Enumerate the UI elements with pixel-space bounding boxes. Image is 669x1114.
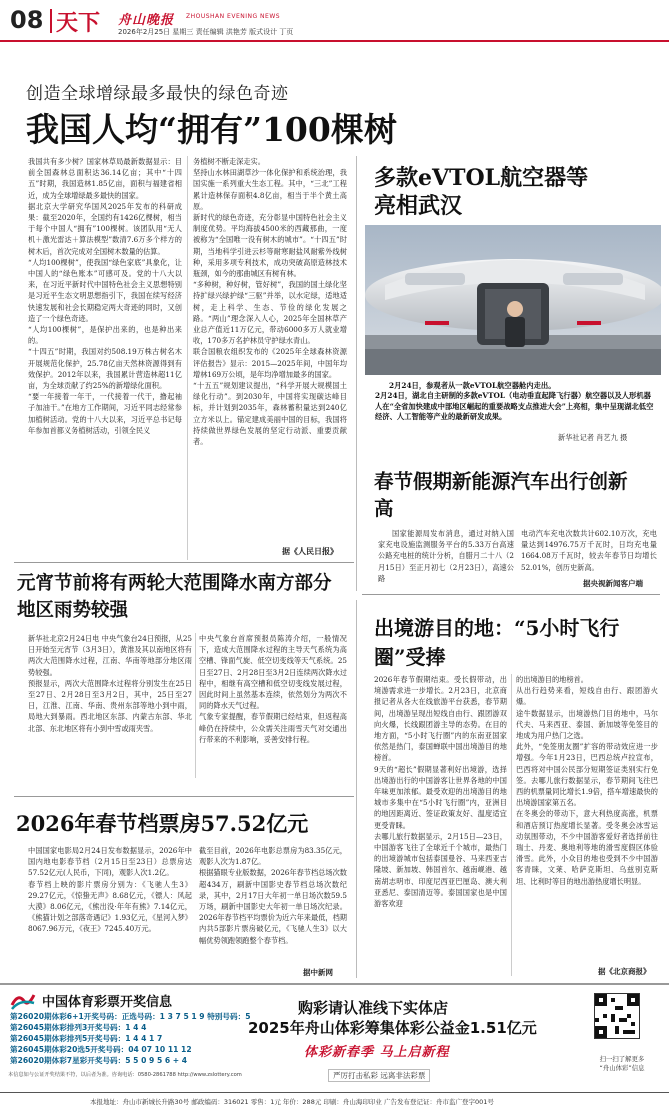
lottery-slogan: 体彩新春季 马上启新程 <box>304 1045 450 1060</box>
evtol-photo <box>365 225 661 375</box>
lottery-logo-icon <box>10 991 36 1011</box>
paper-logo: 舟山晚报 <box>118 13 175 28</box>
evtol-headline: 多款eVTOL航空器等亮相武汉 <box>374 165 589 219</box>
qr-code-icon <box>595 994 639 1038</box>
lottery-title: 中国体育彩票开奖信息 <box>42 995 173 1010</box>
lead-kicker: 创造全球增绿最多最快的绿色奇迹 <box>26 84 289 104</box>
lottery-line: 第26020期体彩7星彩开奖号码：5 5 0 9 5 6 + 4 <box>10 1056 188 1065</box>
qr-caption: 扫一扫了解更多 “舟山体彩”信息 <box>599 1055 645 1072</box>
lead-headline: 我国人均“拥有”100棵树 <box>26 110 397 149</box>
section-rule-3 <box>14 796 354 797</box>
box-headline: 2026年春节档票房57.52亿元 <box>16 811 309 836</box>
nev-source: 据央视新闻客户端 <box>583 579 643 588</box>
lottery-line: 第26045期体彩排列3开奖号码：1 4 4 <box>10 1023 147 1032</box>
aircraft-photo-illustration <box>365 225 661 375</box>
travel-column-2: 的出境游目的地榜首。 从出行趋势来看，短线自由行、跟团游火爆。 途牛数据显示，出境游热门目的地中，马尔代夫、马来西亚、泰国、新加坡等免签目的地成为用户热门之选。 此外，“免签朋友圈”扩容的带动效应进一步增强。今年1月23日，巴西总统卢拉宣布，巴西将对中国公民部分短期签证类别实行免签。去哪儿旅行数据显示，春节期间飞往巴西的机票量同比增长1.9倍，搭车增速最快的出境游国家第五名。 在冬奥会的带动下，意大利热度高涨，机票和酒店预订热度增长显著。受冬奥会冰雪运动氛围带动，不少中国游客爱好者选择前往瑞士、丹麦、奥地利等地的滑雪度假区体验滑雪。此外，小众目的地也受到不少中国游客青睐，文莱、哈萨克斯坦、乌兹别克斯坦、比利时等目的地出游热度增长明显。 <box>516 675 658 886</box>
page-column-divider <box>356 156 357 591</box>
section-rule-1 <box>14 562 354 563</box>
footer-info: 本报地址：舟山市新城长升路30号 邮政编码：316021 零售：1元 年价：288元 印刷：舟山海印印业 广告发布登记证：舟市监广登字001号 <box>90 1098 494 1106</box>
lead-column-divider <box>187 156 188 560</box>
box-source: 据中新网 <box>303 968 333 977</box>
lead-column-1: 我国共有多少树？国家林草局最新数据显示：目前全国森林总面积达36.14亿亩；其中“十四五”时期，我国造林1.85亿亩，面积与福建省相近，成为全球增绿最多最快的国家。 据北京大学研究华国风2025年发布的科研成果：截至2020年，全国约有1426亿棵树，相当于每个中国人“拥有”100棵树。该团队用“无人机＋激光雷达＋算法模型”数清7.6万多个样方的树木后，首次完成对全国树木数量的估算。 “人均100棵树”，使我国“绿色家底”具象化，让中国人的“绿色账本”可感可及。党的十八大以来，在习近平新时代中国特色社会主义思想特别是习近平生态文明思想指引下，我国在续写经济快速发展和社会长期稳定两大奇迹的同时，又创造了一个绿色奇迹。 “人均100棵树”，是保护出来的，也是种出来的。 “十四五”时期，我国对约508.19万株古树名木开展规范化保护，25.78亿亩天然林资源得到有效保护。2012年以来，我国累计营造林超11亿亩，为全球贡献了约25%的新增绿化面积。 “要一年接着一年干，一代接着一代干，撸起袖子加油干。”在地方工作期间，习近平同志经常参加植树活动。党的十八大以来，习近平总书记每年参加首都义务植树活动，引领全民义 <box>28 157 182 435</box>
evtol-credit: 新华社记者 肖艺九 摄 <box>558 433 628 442</box>
lottery-ad-line-2: 2025年舟山体彩筹集体彩公益金1.51亿元 <box>248 1019 537 1037</box>
box-column-1: 中国国家电影局2月24日发布数据显示，2026年中国内地电影春节档（2月15日至23日）总票房达57.52亿元(人民币，下同)，观影人次1.2亿。 春节档上映的影片票房分别为：《飞驰人生3》29.27亿元，《惊蛰无声》8.68亿元，《镖人：风起大漠》8.06亿元，《熊出没·年年有熊》7.14亿元，《熊猫计划之部落奇遇记》1.93亿元，《星河入梦》8067.96万元，《夜王》7245.40万元。 <box>28 846 192 934</box>
nev-headline: 春节假期新能源汽车出行创新高 <box>374 470 628 520</box>
travel-headline: 出境游目的地：“5小时飞行圈”受捧 <box>374 616 620 669</box>
masthead <box>0 0 669 42</box>
travel-source: 据《北京商报》 <box>598 967 651 976</box>
evtol-caption: 2月24日，参观者从一款eVTOL航空器舱内走出。 2月24日，湖北自主研制的多款eVTOL（电动垂直起降飞行器）航空器以及人形机器人在“全省加快建成中部地区崛起的重要战略支点推进大会”上亮相，集中呈现湖北低空经济、人工智能等产业的最新研发成果。 <box>375 381 654 422</box>
lottery-footnote: 本信息如与公证开奖结果不符，以后者为准。咨询电话：0580-2861788 http://www.zslottery.com <box>8 1072 242 1078</box>
page-column-divider-lower <box>356 600 357 978</box>
section-title: 天下 <box>56 10 101 36</box>
page-number: 08 <box>10 6 44 34</box>
rain-column-2: 中央气象台首席预报员陈涛介绍，一般情况下，造成大范围降水过程的主导天气系统为高空槽、锋面气旋、低空切变线等天气系统。25日至27日、2月28日至3月2日连续两次降水过程中，相继有高空槽和低空切变线发展过程，因此时间上虽然基本连续，依然划分为两次不同的降水天气过程。 气象专家提醒，春节假期已经结束，但返程高峰仍在持续中，公众需关注雨雪天气对交通出行带来的不利影响，妥善安排行程。 <box>199 634 347 744</box>
paper-english: ZHOUSHAN EVENING NEWS <box>186 13 281 20</box>
lottery-ad-line-1: 购彩请认准线下实体店 <box>298 999 449 1017</box>
rain-headline: 元宵节前将有两轮大范围降水南方部分地区雨势较强 <box>17 573 332 621</box>
footer-rule <box>0 1092 669 1093</box>
qr-code[interactable] <box>594 993 640 1039</box>
nev-column-2: 电动汽车充电次数共计602.10万次，充电量达到14976.75万千瓦时，日均充电量1664.08万千瓦时，较去年春节日均增长52.01%，创历史新高。 <box>521 529 657 572</box>
lottery-line: 第26045期体彩20选5开奖号码：04 07 10 11 12 <box>10 1045 192 1054</box>
rain-column-1: 新华社北京2月24日电 中央气象台24日预报，从25日开始至元宵节（3月3日），黄淮及其以南地区将有两次大范围降水过程，江南、华南等地部分地区雨势较强。 预报显示，两次大范围降水过程将分别发生在25日至27日、2月28日至3月2日，其中，25日至27日，江淮、江南、华南、贵州东部等地小到中雨，局地大到暴雨。西北地区东部、内蒙古东部、华北北部、东北地区将有小到中雪或雨夹雪。 <box>28 634 192 733</box>
section-rule-2 <box>362 594 660 595</box>
lottery-warning: 严厉打击私彩 远离非法彩票 <box>328 1069 430 1082</box>
box-column-2: 截至目前，2026年电影总票房为83.35亿元，观影人次为1.87亿。 根据猫眼专业版数据，2026年春节档总场次数超434万，刷新中国影史春节档总场次数纪录，其中，2月17日大年初一单日场次数59.5万场，刷新中国影史大年初一单日场次纪录。2026年春节档平均票价为近六年来最低，档期内共5部影片票房破亿元，《飞驰人生3》以大幅优势领跑领跑整个春节档。 <box>199 846 347 945</box>
travel-column-1: 2026年春节假期结束。受长假带动，出境游需求进一步增长。2月23日，北京商报记者从各大在线旅游平台获悉，春节期间，出境游呈现出短线自由行、跟团游双向火爆，长线跟团游主导的态势。在目的地方面，“5小时飞行圈”内的东南亚国家依然是热门，泰国蝉联中国出境游目的地榜首。 9天的“超长”假期显著利好出境游，选择出境游出行的中国游客让世界各地的中国年味更加浓郁。最受欢迎的出境游目的地城市多集中在“5小时飞行圈”内，亚洲目的地因距离近、签证政策友好、温度适宜更受青睐。 去哪儿旅行数据显示，2月15日—23日，中国游客飞往了全球近千个城市，最热门的出境游城市包括泰国曼谷、马来西亚吉隆坡、新加坡、韩国首尔、越南岘港、越南胡志明市、印度尼西亚巴厘岛、澳大利亚悉尼、泰国清迈等。泰国国家也是中国游客欢迎 <box>374 675 507 909</box>
lottery-line: 第26045期体彩排列5开奖号码：1 4 4 1 7 <box>10 1034 163 1043</box>
lottery-line: 第26020期体彩6+1开奖号码：正选号码：1 3 7 5 1 9 特别号码：5 <box>10 1012 251 1021</box>
masthead-divider <box>50 9 52 33</box>
masthead-rule <box>0 40 669 42</box>
travel-divider <box>511 674 512 976</box>
lead-column-2: 务植树不断走深走实。 坚持山水林田湖草沙一体化保护和系统治理，我国实施一系列重大生态工程。其中，“三北”工程累计造林保存面积4.8亿亩，相当于半个黄土高原。 新时代的绿色奇迹，充分彰显中国特色社会主义制度优势。平均海拔4500米的西藏那曲，一度被称为“全国唯一没有树木的城市”。“十四五”时期，当地科学引进云杉等耐寒耐盐风耐紫外线树种，采用多项专利技术，成功突破高原造林技术瓶颈，如今的那曲城区有树有林。 “多种树，种好树，管好树”，我国的国土绿化坚持扩绿兴绿护绿“三驱”并举，以水定绿，适地适树，走上科学、生态、节俭的绿化发展之路。“两山”理念深入人心，2025年全国林草产业总产值近11万亿元，带动6000多万人就业增收，170多万名护林员守护绿水青山。 联合国粮农组织发布的《2025年全球森林资源评估报告》显示：2015—2025年间，中国年均增林169万公顷，是年均净增加最多的国家。 “十五五”规划建议提出，“科学开展大规模国土绿化行动”。到2030年，中国将实现碳达峰目标，并计划到2035年，森林蓄积量达到240亿立方米以上。锚定建成美丽中国的目标，我国将持续做世界绿色发展的坚定行动派、重要贡献者。 <box>193 157 347 447</box>
lottery-ad <box>0 983 669 1085</box>
rain-divider <box>195 633 196 778</box>
nev-column-1: 国家能源局发布消息，通过对纳入国家充电设施监测服务平台的5.33万台高速公路充电桩的统计分析，自腊月二十八（2月15日）至正月初七（2月23日），高速公路 <box>378 529 514 583</box>
lead-source: 据《人民日报》 <box>282 546 338 556</box>
issue-info: 2026年2月25日 星期三 责任编辑 洪艳芳 版式设计 丁页 <box>118 28 294 36</box>
